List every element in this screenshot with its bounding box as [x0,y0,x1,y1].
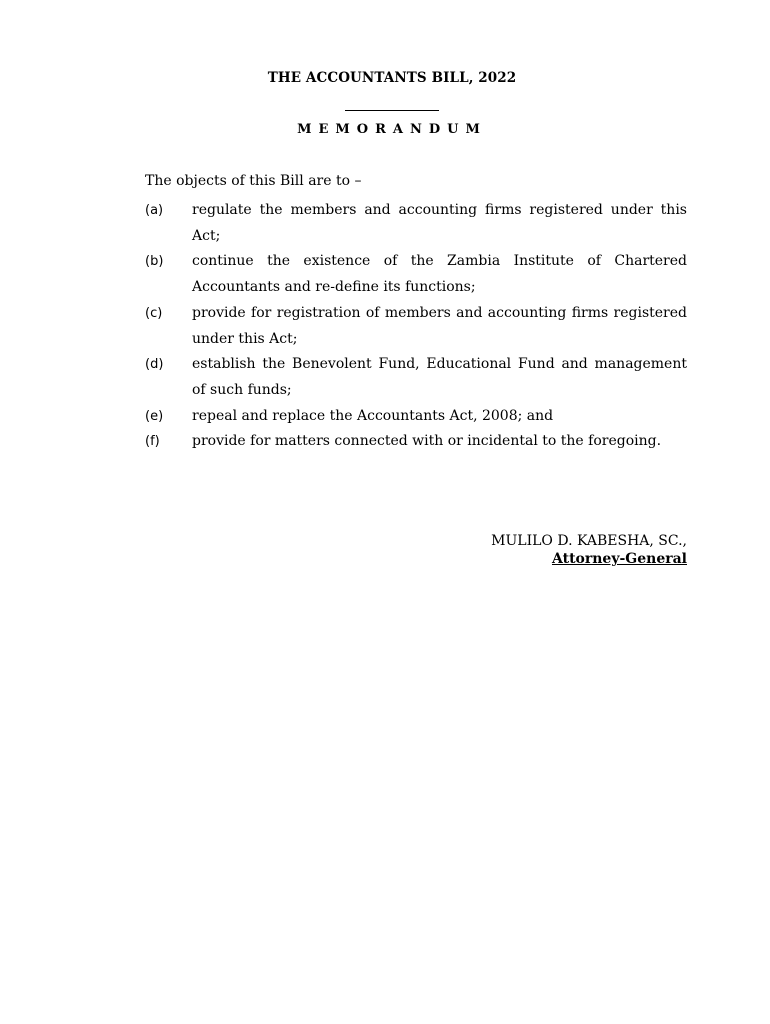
item-text: provide for registration of members and accounting firms registered under this Act; [192,304,687,347]
item-text: regulate the members and accounting firms registered under this Act; [192,202,687,244]
memorandum-heading: MEMORANDUM [297,122,487,137]
item-letter: (f) [145,434,160,450]
item-letter: (d) [145,357,164,373]
item-letter: (e) [145,408,164,424]
item-letter: (b) [145,254,164,270]
list-item [145,429,687,455]
title-divider [345,110,439,111]
list-item [145,404,687,430]
item-letter: (a) [145,203,164,218]
item-text: establish the Benevolent Fund, Educational Fund and management of such funds; [192,356,687,398]
objects-intro: The objects of this Bill are to – [145,173,362,189]
item-text: continue the existence of the Zambia Institute of Chartered Accountants and re-define its functions; [192,253,687,296]
list-item [145,352,687,403]
signature-block [491,532,687,568]
bill-title: THE ACCOUNTANTS BILL, 2022 [267,70,517,86]
objects-list [145,198,687,455]
item-letter: (c) [145,305,163,321]
list-item [145,198,687,249]
item-text: provide for matters connected with or incidental to the foregoing. [192,433,662,450]
signatory-name: MULILO D. KABESHA, SC., [491,533,687,549]
item-text: repeal and replace the Accountants Act, 2008; and [192,407,554,424]
list-item [145,301,687,352]
signatory-title: Attorney-General [551,551,687,567]
list-item [145,249,687,300]
